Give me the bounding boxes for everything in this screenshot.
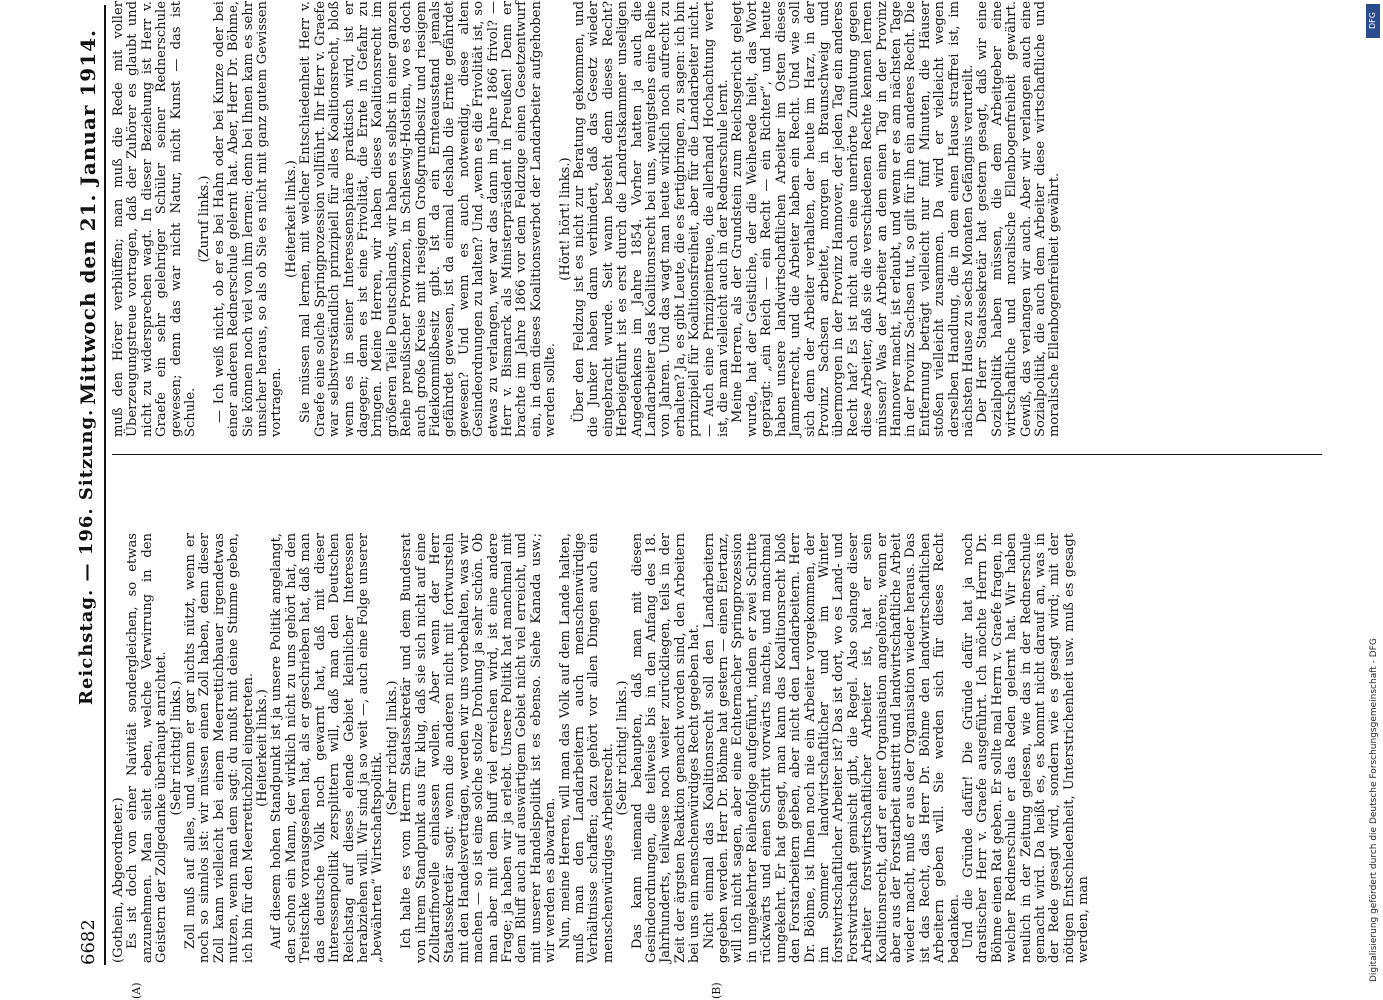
- paragraph: Das kann niemand behaupten, daß man mit diesen Gesindeordnungen, die teilweise bis in den Anfang des 18. Jahrhunderts, teilweise noch weiter zurückliegen, teils in der Zeit der ärgsten Reaktion gemacht worden sind, den Arbeitern bei uns ein menschenwürdiges Recht gegeben hat.: [629, 533, 703, 963]
- page-header: [70, 5, 106, 965]
- paragraph: (Gothein, Abgeordneter.): [111, 797, 126, 963]
- paragraph: Der Herr Staatssekretär hat gestern gesagt, daß wir eine Sozialpolitik haben müssen, die dem Arbeitgeber eine wirtschaftliche und moralische Ellenbogenfreiheit gewährt. Gewiß, das verlangen wir auch. Aber wir verlangen auch eine Sozialpolitik, die auch dem Arbeiter diese wirtschaftliche und moralische Ellenbogenfreiheit gewährt.: [975, 1, 1063, 437]
- digitization-credit: Digitalisierung gefördert durch die Deutsche Forschungsgemeinschaft - DFG: [1369, 638, 1379, 982]
- interjection: (Heiterkeit links.): [255, 689, 271, 807]
- interjection: (Sehr richtig! links.): [384, 680, 400, 816]
- session-date: Mittwoch den 21. Januar 1914.: [76, 28, 100, 405]
- dfg-logo: DFG: [1366, 4, 1380, 38]
- paragraph: Nun, meine Herren, will man das Volk auf dem Lande halten, muß man den Landarbeitern auch menschenwürdige Verhältnisse schaffen; dazu gehört vor allen Dingen auch ein menschenwürdiges Arbeitsrecht.: [557, 533, 616, 963]
- interjection: (Heiterkeit links.): [283, 160, 299, 278]
- right-column: [112, 1, 1063, 437]
- paragraph: Meine Herren, als der Grundstein zum Reichsgericht gelegt wurde, hat der Geistliche, der die Weiherede hielt, das Wort geprägt: „ein Reich — ein Recht — ein Richter“, und heute haben unsere landwirtschaftlichen Arbeiter im Osten dieses Jammerrecht, und die Arbeiter haben ein Recht. Und wie soll sich denn der Arbeiter verhalten, der heute im Harz, in der Provinz Sachsen arbeitet, morgen in Braunschweig und übermorgen in der Provinz Hannover, der jeden Tag ein anderes Recht hat? Es ist nicht auch eine unerhörte Zumutung gegen diese Arbeiter, daß sie die verschiedenen Rechte kennen lernen müssen? Was der Arbeiter an dem einen Tag in der Provinz Hannover macht, ist erlaubt, und wenn er es am nächsten Tage in der Provinz Sachsen tut, so gilt für ihn ein anderes Recht. Die Entfernung beträgt vielleicht nur fünf Minuten, die Häuser stoßen vielleicht zusammen. Da wird er vielleicht wegen derselben Handlung, die in dem einen Hause straffrei ist, im nächsten Hause zu sechs Monaten Gefängnis verurteilt.: [730, 1, 976, 437]
- interjection: (Sehr richtig! links.): [168, 680, 184, 816]
- paragraph: muß den Hörer verblüffen; man muß die Rede mit voller Überzeugungstreue vortragen, daß der Zuhörer es glaubt und nicht zu widersprechen wagt. In dieser Beziehung ist Herr v. Graefe ein sehr gelehriger Schüler seiner Rednerschule gewesen; denn das war nicht Natur, nicht Kunst — das ist Schule.: [111, 1, 199, 437]
- paragraph: Ich halte es vom Herrn Staatssekretär und dem Bundesrat von ihrem Standpunkt aus für klug, daß sie sich nicht auf eine Zolltarifnovelle einlassen wollen. Aber wenn der Herr Staatssekretär sagt: wenn die anderen nicht mit fortwursteln mit den Handelsverträgen, werden wir uns vorbehalten, was wir machen — so ist eine solche stolze Drohung ja sehr schön. Ob man aber mit dem Bluff viel erreichen wird, ist eine andere Frage; ja haben wir ja erlebt. Unsere Politik hat manchmal mit dem Bluff auch auf auswärtigem Gebiet nicht viel erreicht, und mit unserer Handelspolitik ist es ebenso. Siehe Kanada usw.; wir werden es abwarten.: [399, 533, 559, 963]
- paragraph: Es ist doch von einer Naivität sondergleichen, so etwas anzunehmen. Man sieht eben, welche Verwirrung in den Geistern der Zollgedanke überhaupt anrichtet.: [125, 533, 170, 963]
- interjection: (Zuruf links.): [197, 175, 213, 263]
- paragraph: Nicht einmal das Koalitionsrecht soll den Landarbeitern gegeben werden. Herr Dr. Böhme hat gestern — einen Eiertanz, will ich nicht sagen, aber eine Echternacher Springprozession in umgekehrter Reihenfolge aufgeführt, indem er zwei Schritte rückwärts und einen Schritt vorwärts machte, und manchmal umgekehrt. Er hat gesagt, man kann das Koalitionsrecht bloß den Forstarbeitern geben, aber nicht den Landarbeitern. Herr Dr. Böhme, ist Ihnen noch nie ein Arbeiter vorgekommen, der im Sommer landwirtschaftlicher und im Winter forstwirtschaftlicher Arbeiter ist? Das ist dort, wo es Land- und Forstwirtschaft gemischt gibt, die Regel. Also solange dieser Arbeiter forstwirtschaftlicher Arbeiter ist, hat er sein Koalitionsrecht, darf er einer Organisation angehören; wenn er aber aus der Forstarbeit austritt und landwirtschaftliche Arbeit wieder macht, muß er aus der Organisation wieder heraus. Das ist das Recht, das Herr Dr. Böhme den landwirtschaftlichen Arbeitern geben will. Sie werden sich für dieses Recht bedanken.: [701, 533, 962, 963]
- rotated-page-content: [70, 0, 1330, 999]
- paragraph: Über den Feldzug ist es nicht zur Beratung gekommen, und die Junker haben dann verhindert, daß das Gesetz wieder eingebracht wurde. Seit wann besteht denn dieses Recht? Herbeigeführt ist es erst durch die Landratskammer unseligen Angedenkens im Jahre 1854. Vorher hatten ja auch die Landarbeiter das Koalitionsrecht bei uns, wenigstens eine Reihe von Jahren. Und das wagt man heute wirklich noch aufrecht zu erhalten? Ja, es gibt Leute, die es fertigbringen, zu sagen: ich bin prinzipiell für Koalitionsfreiheit, aber für die Landarbeiter nicht. — Auch eine Prinzipientreue, die allerhand Hochachtung wert ist, die man vielleicht auch in der Rednerschule lernt.: [572, 1, 732, 437]
- column-divider: [112, 454, 1322, 455]
- margin-marker-b: (B): [710, 982, 723, 999]
- left-column: [112, 533, 1092, 963]
- paragraph: Sie müssen mal lernen, mit welcher Entschiedenheit Herr v. Graefe eine solche Springprozession vollführt. Ihr Herr v. Graefe war selbstverständlich prinzipiell für alles Koalitionsrecht, bloß wenn es in seiner Interessensphäre praktisch wird, ist er dagegen; denn es ist eine Frivolität, die Ernte in Gefahr zu bringen. Meine Herren, wir haben dieses Koalitionsrecht im größeren Teile Deutschlands, wir haben es selbst in einer ganzen Reihe preußischer Provinzen, in Schleswig-Holstein, wo es doch auch große Kreise mit riesigem Großgrundbesitz und riesigem Fideikommißbesitz gibt. Ist da ein Ernteausstand jemals gefährdet gewesen, ist da einmal deshalb die Ernte gefährdet gewesen? Und wenn es auch notwendig, diese alten Gesindeordnungen zu halten? Und „wenn es die Frivolität ist, so etwas zu verlangen, wer war das dann im Jahre 1866 frivol? — Herr v. Bismarck als Ministerpräsident in Preußen! Denn er brachte im Jahre 1866 vor dem Feldzuge einen Gesetzentwurf ein, in dem dieses Koalitionsverbot der Landarbeiter aufgehoben werden sollte.: [298, 1, 559, 437]
- margin-marker-a: (A): [130, 982, 143, 999]
- page-number: 6682: [78, 919, 99, 965]
- paragraph: Auf diesem hohen Standpunkt ist ja unsere Politik angelangt, den schon ein Mann, der wirklich nicht zu uns gehört hat, den Treitschke vorausgesehen hat, als er geschrieben hat, daß man das deutsche Volk noch gewarnt hat, daß mit dieser Interessenpolitik zersplittern will, daß man den Deutschen Reichstag auf dieses elende Gebiet kleinlicher Interessen herabziehen will. Wir sind ja so weit —, auch eine Folge unserer „bewährten“ Wirtschaftspolitik.: [269, 533, 386, 963]
- interjection: (Sehr richtig! links.): [615, 680, 631, 816]
- session-title: Reichstag. — 196. Sitzung.: [76, 408, 97, 705]
- interjection: (Hört! hört! links.): [557, 157, 573, 281]
- paragraph: Zoll muß auf alles, und wenn er gar nichts nützt, wenn er noch so sinnlos ist: wir müssen einen Zoll haben, denn dieser Zoll kann vielleicht bei einem Meerrettichbauer irgendetwas nutzen, wenn man dem sagt: du mußt mit deine Stimme geben, ich bin für den Meerrettichzoll eingetreten.: [183, 533, 256, 963]
- paragraph: Und die Gründe dafür! Die Gründe dafür hat ja noch drastischer Herr v. Graefe ausgeführt. Ich möchte Herrn Dr. Böhme einen Rat geben. Er sollte mal Herrn v. Graefe fragen, in welcher Rednerschule er das Reden gelernt hat. Wir haben neulich in der Zeitung gelesen, wie das in der Rednerschule gemacht wird. Da heißt es, es kommt nicht darauf an, was in der Rede gesagt wird, sondern wie es gesagt wird; mit der nötigen Entschiedenheit, Unterstrichenheit usw. muß es gesagt werden, man: [960, 533, 1092, 963]
- paragraph: — Ich weiß nicht, ob er es bei Hahn oder bei Kunze oder bei einer anderen Rednerschule gelernt hat. Aber, Herr Dr. Böhme, Sie können noch viel von ihm lernen; denn bei Ihnen kam es sehr unsicher heraus, so als ob Sie es nicht mit ganz gutem Gewissen vortragen.: [211, 1, 285, 437]
